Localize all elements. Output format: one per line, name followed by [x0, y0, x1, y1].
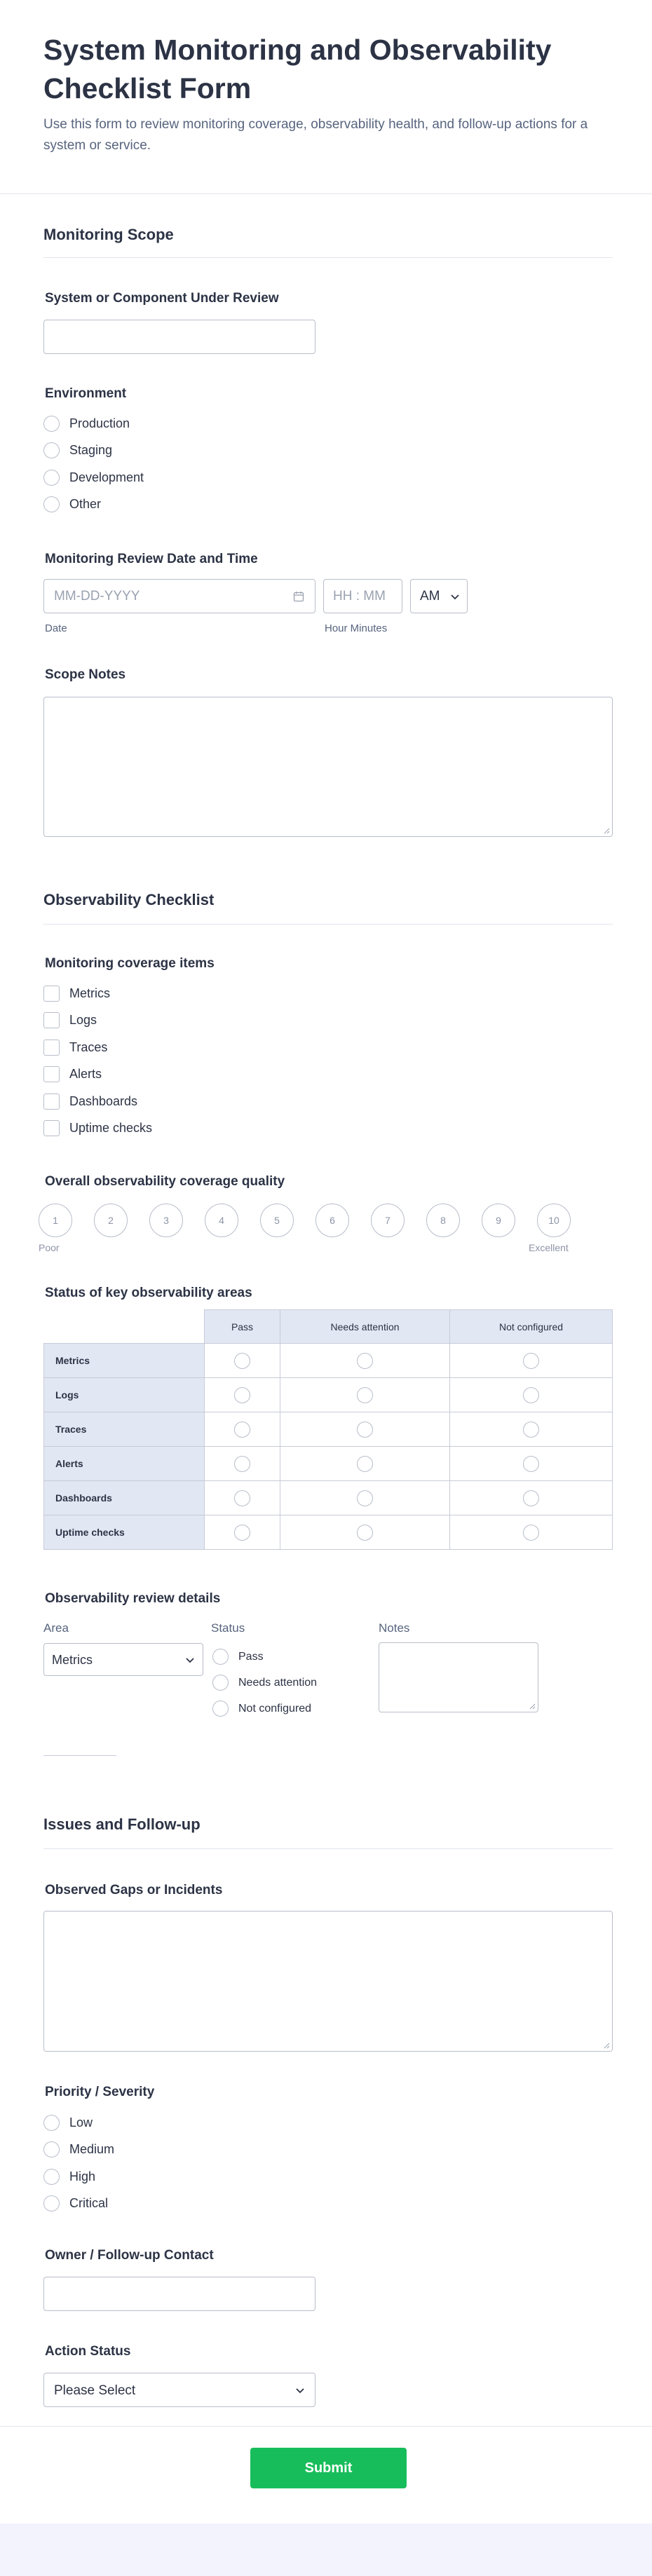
action-status-value: Please Select	[54, 2383, 136, 2398]
date-placeholder: MM-DD-YYYY	[54, 589, 140, 604]
priority-option-label: High	[69, 2169, 96, 2183]
matrix-corner	[44, 1310, 205, 1344]
coverage-checkbox-dashboards[interactable]	[43, 1093, 60, 1110]
quality-label: Overall observability coverage quality	[45, 1174, 285, 1189]
submit-button[interactable]: Submit	[250, 2448, 407, 2488]
matrix-row-label: Uptime checks	[44, 1515, 205, 1550]
priority-option-label: Critical	[69, 2196, 109, 2210]
coverage-checkbox-traces[interactable]	[43, 1040, 60, 1056]
environment-label: Environment	[45, 386, 127, 401]
matrix-radio[interactable]	[357, 1422, 373, 1438]
matrix-row	[44, 1481, 613, 1515]
env-radio-development[interactable]	[43, 470, 60, 486]
date-sublabel: Date	[45, 622, 67, 634]
resize-handle-icon[interactable]	[603, 827, 610, 834]
env-option-label: Staging	[69, 443, 113, 457]
time-placeholder: HH : MM	[333, 589, 386, 604]
details-area-header: Area	[43, 1621, 69, 1635]
scale-option-5[interactable]: 5	[260, 1204, 294, 1237]
header-divider	[0, 193, 652, 194]
date-input[interactable]	[43, 579, 315, 613]
env-radio-other[interactable]	[43, 496, 60, 512]
section-heading-scope: Monitoring Scope	[43, 226, 174, 243]
matrix-radio[interactable]	[357, 1456, 373, 1472]
matrix-radio[interactable]	[234, 1353, 250, 1369]
scale-low-label: Poor	[39, 1242, 60, 1253]
details-status-radio-needs-attention[interactable]	[212, 1675, 229, 1691]
matrix-row-label: Logs	[44, 1378, 205, 1412]
matrix-row	[44, 1412, 613, 1447]
matrix-row-label: Dashboards	[44, 1481, 205, 1515]
details-status-radio-pass[interactable]	[212, 1649, 229, 1665]
coverage-option-label: Dashboards	[69, 1094, 138, 1108]
time-sublabel: Hour Minutes	[325, 622, 388, 634]
env-option-label: Other	[69, 497, 102, 511]
scale-option-7[interactable]: 7	[371, 1204, 405, 1237]
section-heading-issues: Issues and Follow-up	[43, 1815, 201, 1833]
resize-handle-icon[interactable]	[529, 1703, 536, 1710]
matrix-radio[interactable]	[234, 1525, 250, 1541]
matrix-radio[interactable]	[357, 1490, 373, 1506]
footer-divider	[0, 2426, 652, 2427]
scale-option-1[interactable]: 1	[39, 1204, 72, 1237]
priority-label: Priority / Severity	[45, 2085, 155, 2099]
calendar-icon[interactable]	[293, 591, 304, 602]
system-input[interactable]	[43, 320, 315, 354]
scale-option-6[interactable]: 6	[315, 1204, 349, 1237]
scope-notes-label: Scope Notes	[45, 667, 126, 682]
form-title: System Monitoring and Observability Checklist Form	[43, 34, 552, 104]
matrix-radio[interactable]	[234, 1490, 250, 1506]
details-status-radio-not-configured[interactable]	[212, 1701, 229, 1717]
coverage-checkbox-uptime[interactable]	[43, 1120, 60, 1136]
coverage-option-label: Alerts	[69, 1067, 102, 1081]
matrix-col-pass: Pass	[205, 1310, 280, 1344]
matrix-row	[44, 1447, 613, 1481]
matrix-radio[interactable]	[523, 1353, 539, 1369]
time-input[interactable]	[323, 579, 402, 613]
details-status-label: Needs attention	[238, 1677, 318, 1689]
details-row-divider	[43, 1755, 116, 1756]
matrix-col-needs-attention: Needs attention	[280, 1310, 450, 1344]
scope-notes-textarea[interactable]	[43, 697, 613, 837]
scale-option-8[interactable]: 8	[426, 1204, 460, 1237]
matrix-radio[interactable]	[234, 1422, 250, 1438]
details-area-select[interactable]	[43, 1643, 203, 1676]
chevron-down-icon	[449, 591, 461, 602]
priority-radio-medium[interactable]	[43, 2141, 60, 2158]
details-notes-textarea[interactable]	[379, 1642, 538, 1712]
section-heading-checklist: Observability Checklist	[43, 891, 215, 908]
matrix-row-label: Traces	[44, 1412, 205, 1447]
coverage-checkbox-metrics[interactable]	[43, 986, 60, 1002]
form-subtitle: Use this form to review monitoring coverage, observability health, and follow-up actions for a system or service.	[43, 117, 588, 153]
details-status-label: Pass	[238, 1651, 264, 1663]
env-option-label: Production	[69, 416, 130, 430]
details-label: Observability review details	[45, 1591, 221, 1606]
coverage-option-label: Uptime checks	[69, 1121, 153, 1135]
coverage-checkbox-alerts[interactable]	[43, 1066, 60, 1082]
coverage-checkbox-logs[interactable]	[43, 1012, 60, 1028]
matrix-radio[interactable]	[357, 1525, 373, 1541]
priority-option-label: Medium	[69, 2142, 115, 2156]
system-label: System or Component Under Review	[45, 291, 279, 306]
details-status-header: Status	[211, 1621, 245, 1635]
action-status-select[interactable]	[43, 2373, 315, 2407]
coverage-label: Monitoring coverage items	[45, 956, 215, 971]
section-divider	[43, 924, 613, 925]
coverage-option-label: Traces	[69, 1040, 108, 1054]
matrix-radio[interactable]	[523, 1490, 539, 1506]
matrix-row	[44, 1344, 613, 1378]
section-divider	[43, 257, 613, 258]
action-status-label: Action Status	[45, 2344, 131, 2359]
ampm-select[interactable]	[410, 579, 468, 613]
priority-radio-critical[interactable]	[43, 2195, 60, 2212]
matrix-radio[interactable]	[523, 1525, 539, 1541]
owner-label: Owner / Follow-up Contact	[45, 2248, 214, 2263]
env-radio-production[interactable]	[43, 416, 60, 432]
matrix-row	[44, 1515, 613, 1550]
matrix-radio[interactable]	[357, 1387, 373, 1403]
matrix-label: Status of key observability areas	[45, 1286, 252, 1300]
scale-option-3[interactable]: 3	[149, 1204, 183, 1237]
resize-handle-icon[interactable]	[603, 2042, 610, 2049]
gaps-label: Observed Gaps or Incidents	[45, 1883, 223, 1897]
gaps-textarea[interactable]	[43, 1911, 613, 2052]
priority-radio-low[interactable]	[43, 2115, 60, 2131]
matrix-row-label: Alerts	[44, 1447, 205, 1481]
owner-input[interactable]	[43, 2277, 315, 2311]
details-status-label: Not configured	[238, 1703, 312, 1715]
matrix-col-not-configured: Not configured	[450, 1310, 613, 1344]
chevron-down-icon	[184, 1654, 196, 1665]
priority-option-label: Low	[69, 2115, 93, 2129]
env-option-label: Development	[69, 470, 144, 484]
matrix-radio[interactable]	[357, 1353, 373, 1369]
env-radio-staging[interactable]	[43, 442, 60, 458]
matrix-row	[44, 1378, 613, 1412]
matrix-row-label: Metrics	[44, 1344, 205, 1378]
scale-option-9[interactable]: 9	[482, 1204, 515, 1237]
scale-option-4[interactable]: 4	[205, 1204, 238, 1237]
status-matrix	[43, 1309, 613, 1550]
scale-high-label: Excellent	[529, 1242, 569, 1253]
coverage-option-label: Metrics	[69, 986, 110, 1000]
matrix-radio[interactable]	[234, 1387, 250, 1403]
section-divider	[43, 1848, 613, 1849]
matrix-radio[interactable]	[523, 1422, 539, 1438]
matrix-radio[interactable]	[523, 1456, 539, 1472]
priority-radio-high[interactable]	[43, 2169, 60, 2185]
matrix-radio[interactable]	[523, 1387, 539, 1403]
datetime-label: Monitoring Review Date and Time	[45, 552, 258, 566]
matrix-radio[interactable]	[234, 1456, 250, 1472]
scale-option-2[interactable]: 2	[94, 1204, 128, 1237]
chevron-down-icon	[294, 2385, 306, 2396]
ampm-value: AM	[420, 589, 440, 604]
scale-option-10[interactable]: 10	[537, 1204, 571, 1237]
details-notes-header: Notes	[379, 1621, 410, 1635]
details-area-value: Metrics	[52, 1653, 93, 1667]
coverage-option-label: Logs	[69, 1013, 97, 1027]
